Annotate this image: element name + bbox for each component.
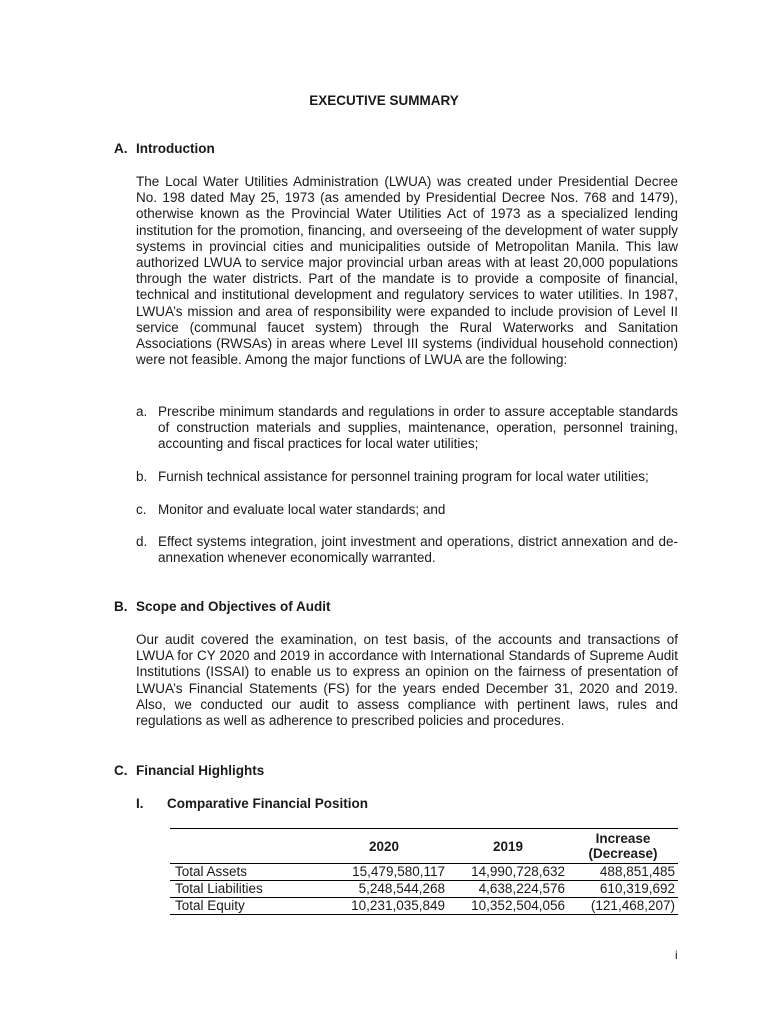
- section-a-heading: [114, 141, 215, 156]
- page-number: i: [675, 948, 678, 962]
- list-item: [136, 502, 678, 518]
- row-label: Total Equity: [170, 898, 320, 915]
- section-b-letter: B.: [114, 599, 128, 614]
- table-row: [170, 898, 678, 915]
- cell-change: (121,468,207): [568, 898, 678, 915]
- table-header-label: [170, 829, 320, 864]
- list-item-text: Effect systems integration, joint investment and operations, district annexation and de-annexation whenever economically warranted.: [158, 534, 678, 566]
- subsection-title: Comparative Financial Position: [167, 796, 369, 811]
- list-item-text: Prescribe minimum standards and regulations in order to assure acceptable standards of construction materials and supplies, maintenance, operation, personnel training, accounting and fiscal practices for local water utilities;: [158, 404, 678, 452]
- section-c-heading: [114, 763, 264, 778]
- list-item: [136, 534, 678, 566]
- list-item-label: a.: [136, 404, 148, 419]
- cell-change: 488,851,485: [568, 864, 678, 881]
- cell-2019: 4,638,224,576: [448, 881, 568, 898]
- subsection-number: I.: [136, 796, 144, 811]
- list-item-label: c.: [136, 502, 147, 517]
- list-item-text: Furnish technical assistance for personnel training program for local water utilities;: [158, 469, 649, 484]
- section-b-title: Scope and Objectives of Audit: [136, 599, 331, 614]
- row-label: Total Liabilities: [170, 881, 320, 898]
- table-header-row: [170, 829, 678, 864]
- table-header-2020: 2020: [320, 829, 448, 864]
- list-item-text: Monitor and evaluate local water standards; and: [158, 502, 446, 517]
- list-item-label: d.: [136, 534, 148, 549]
- cell-2020: 15,479,580,117: [320, 864, 448, 881]
- introduction-paragraph: The Local Water Utilities Administration (LWUA) was created under Presidential Decree No. 198 dated May 25, 1973 (as amended by Presidential Decree Nos. 768 and 1479), otherwise known as the Provincial Water Utilities Act of 1973 as a specialized lending institution for the promotion, financing, and overseeing of the development of water supply systems in provincial cities and municipalities outside of Metropolitan Manila. This law authorized LWUA to service major provincial urban areas with at least 20,000 populations through the water districts. Part of the mandate is to provide a composite of financial, technical and institutional development and regulatory services to water utilities. In 1987, LWUA’s mission and area of responsibility were expanded to include provision of Level II service (communal faucet system) through the Rural Waterworks and Sanitation Associations (RWSAs) in areas where Level III systems (individual household connection) were not feasible. Among the major functions of LWUA are the following:: [136, 174, 678, 368]
- section-a-letter: A.: [114, 141, 128, 156]
- financial-position-table: [170, 828, 678, 915]
- cell-2020: 10,231,035,849: [320, 898, 448, 915]
- section-a-title: Introduction: [136, 141, 215, 156]
- page-title: EXECUTIVE SUMMARY: [309, 93, 459, 108]
- subsection-heading: [136, 796, 368, 811]
- table-header-2019: 2019: [448, 829, 568, 864]
- section-b-heading: [114, 599, 331, 614]
- cell-2020: 5,248,544,268: [320, 881, 448, 898]
- table-row: [170, 864, 678, 881]
- section-c-title: Financial Highlights: [136, 763, 265, 778]
- cell-2019: 10,352,504,056: [448, 898, 568, 915]
- row-label: Total Assets: [170, 864, 320, 881]
- list-item: [136, 469, 678, 485]
- table-row: [170, 881, 678, 898]
- list-item: [136, 404, 678, 453]
- list-item-label: b.: [136, 469, 148, 484]
- cell-change: 610,319,692: [568, 881, 678, 898]
- section-c-letter: C.: [114, 763, 128, 778]
- table-header-change: Increase (Decrease): [568, 829, 678, 864]
- scope-paragraph: Our audit covered the examination, on test basis, of the accounts and transactions of LWUA for CY 2020 and 2019 in accordance with International Standards of Supreme Audit Institutions (ISSAI) to enable us to express an opinion on the fairness of presentation of LWUA’s Financial Statements (FS) for the years ended December 31, 2020 and 2019. Also, we conducted our audit to assess compliance with pertinent laws, rules and regulations as well as adherence to prescribed policies and procedures.: [136, 632, 678, 729]
- cell-2019: 14,990,728,632: [448, 864, 568, 881]
